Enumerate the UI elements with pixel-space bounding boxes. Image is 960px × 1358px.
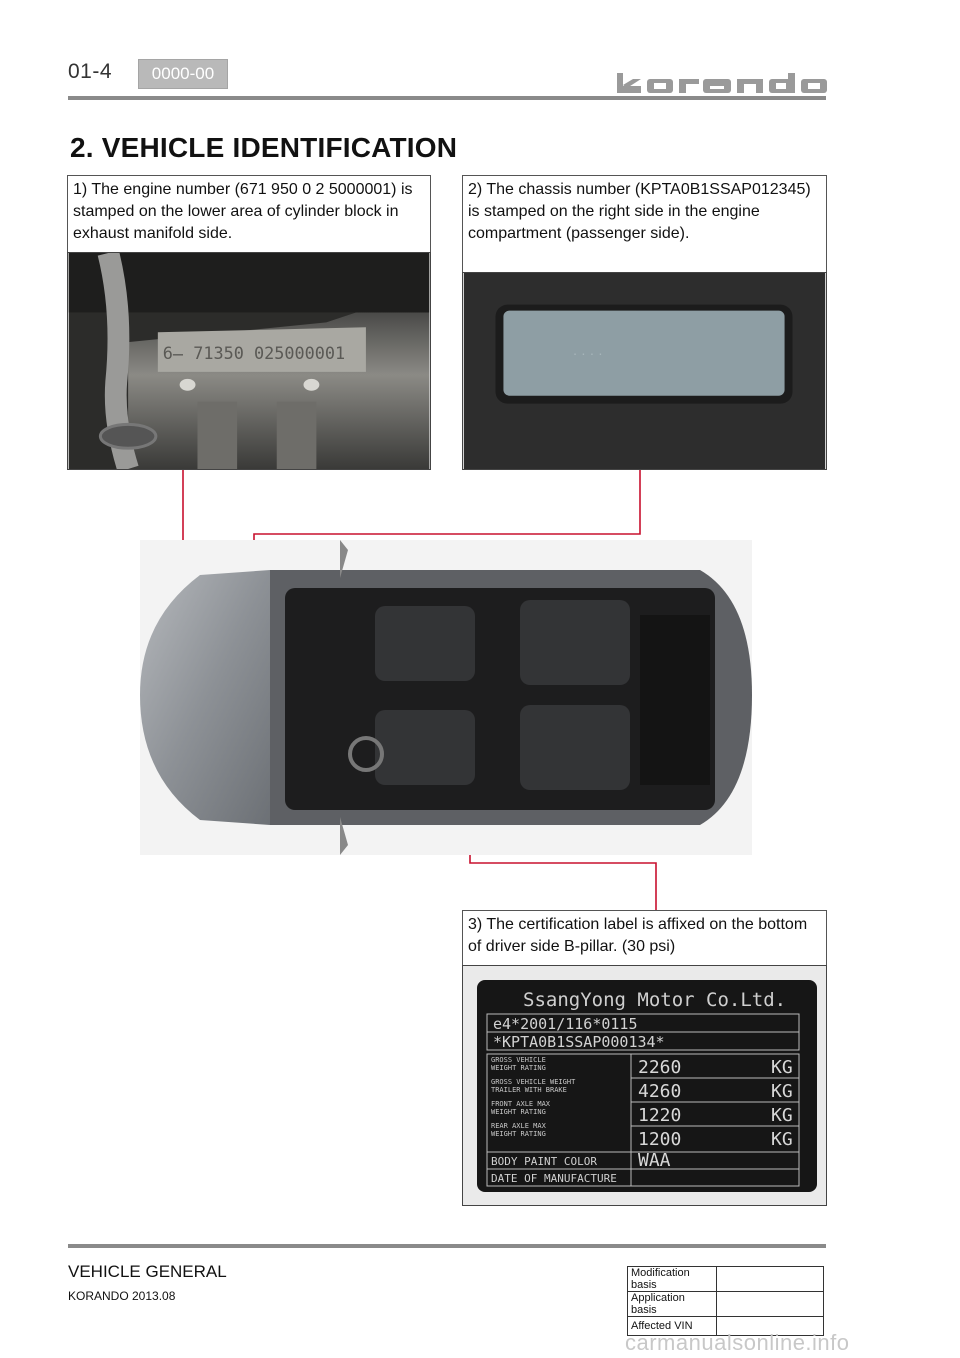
caption-chassis-number (462, 175, 827, 273)
caption-cert-label-text: 3) The certification label is affixed on the bottom of driver side B-pillar. (30 psi) (468, 916, 808, 955)
cert-vin: *KPTA0B1SSAP000134* (493, 1033, 665, 1051)
vehicle-top-view (140, 540, 752, 855)
page-number: 01-4 (68, 60, 113, 83)
header-rule (68, 96, 826, 100)
cert-row-unit: KG (771, 1057, 793, 1078)
code-badge: 0000-00 (138, 59, 228, 89)
chassis-number-photo (462, 272, 827, 470)
chassis-stamp-text: · · · · (572, 345, 603, 362)
footer-rule (68, 1244, 826, 1248)
cert-label-photo (462, 965, 827, 1206)
cert-row-label: GROSS VEHICLE WEIGHT (491, 1078, 576, 1086)
caption-engine-number-text: 1) The engine number (671 950 0 2 5000001) is stamped on the lower area of cylinder block in exhaust manifold side. (73, 181, 413, 242)
cert-row-value: 1220 (638, 1105, 682, 1126)
cert-row-unit: KG (771, 1129, 793, 1150)
cert-label-plate (463, 966, 827, 1206)
basis-table (627, 1266, 824, 1336)
section-title: 2. VEHICLE IDENTIFICATION (70, 132, 458, 163)
korando-logo (617, 71, 827, 95)
cert-row-label: FRONT AXLE MAX (491, 1100, 551, 1108)
cert-paint-label: BODY PAINT COLOR (491, 1155, 597, 1168)
basis-label: Affected VIN (628, 1317, 717, 1336)
cert-paint-value: WAA (638, 1150, 671, 1171)
cert-row-label: WEIGHT RATING (491, 1064, 546, 1072)
cert-row-unit: KG (771, 1081, 793, 1102)
cert-row-label: WEIGHT RATING (491, 1108, 546, 1116)
basis-label: Modification basis (628, 1267, 717, 1292)
cert-row-label: REAR AXLE MAX (491, 1122, 546, 1130)
table-row (628, 1267, 824, 1292)
engine-number-photo (67, 252, 431, 470)
basis-value (717, 1267, 824, 1292)
cert-row-label: WEIGHT RATING (491, 1130, 546, 1138)
caption-engine-number (67, 175, 431, 253)
basis-label: Application basis (628, 1292, 717, 1317)
korando-logo-letters (617, 73, 827, 93)
engine-stamp-text: 6̶ 71350 025000001 (162, 343, 346, 364)
cert-approval: e4*2001/116*0115 (493, 1015, 638, 1033)
caption-cert-label (462, 910, 827, 966)
cert-row-label: GROSS VEHICLE (491, 1056, 546, 1064)
cert-row-unit: KG (771, 1105, 793, 1126)
caption-chassis-number-text: 2) The chassis number (KPTA0B1SSAP012345) is stamped on the right side in the engine compartment (passenger side). (468, 181, 811, 242)
footer-subtitle: KORANDO 2013.08 (68, 1289, 176, 1303)
cert-row-label: TRAILER WITH BRAKE (491, 1086, 567, 1094)
watermark: carmanualsonline.info (625, 1330, 850, 1355)
cert-row-value: 2260 (638, 1057, 682, 1078)
brand-text: korando (617, 71, 621, 72)
footer-title: VEHICLE GENERAL (68, 1262, 227, 1281)
table-row (628, 1292, 824, 1317)
cert-date-label: DATE OF MANUFACTURE (491, 1172, 617, 1185)
cert-row-value: 1200 (638, 1129, 682, 1150)
basis-value (717, 1292, 824, 1317)
cert-row-value: 4260 (638, 1081, 682, 1102)
cert-maker: SsangYong Motor Co.Ltd. (523, 989, 787, 1011)
